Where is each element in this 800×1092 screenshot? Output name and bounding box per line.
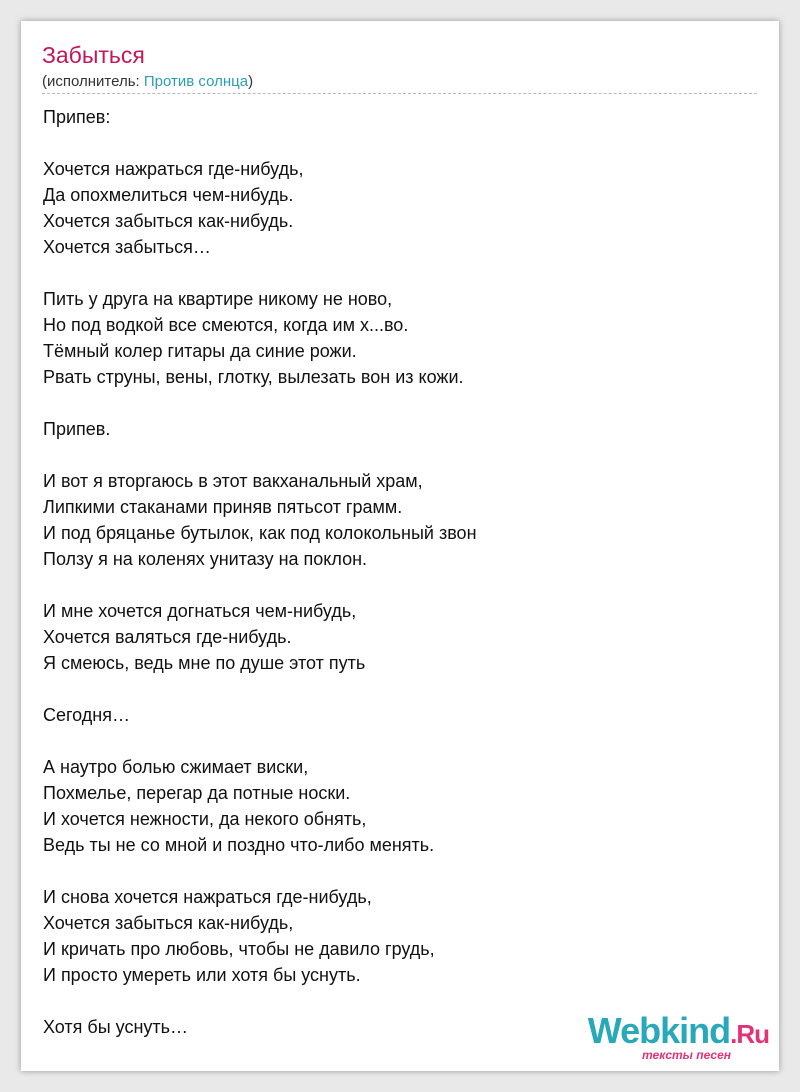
artist-link[interactable]: Против солнца — [143, 73, 249, 90]
lyrics-stanza — [43, 156, 763, 260]
lyric-line: И вот я вторгаюсь в этот вакханальный храм, — [43, 471, 423, 491]
logo-tld: .Ru — [730, 1019, 769, 1049]
site-logo[interactable] — [569, 1011, 769, 1067]
lyric-line: И под бряцанье бутылок, как под колокольный звон — [43, 523, 477, 543]
lyric-line: Сегодня… — [43, 705, 130, 725]
lyrics-stanza — [43, 416, 763, 442]
lyric-line: И мне хочется догнаться чем-нибудь, — [43, 601, 357, 621]
lyrics-stanza — [43, 754, 763, 858]
lyric-line: Хочется забыться как-нибудь, — [43, 913, 294, 933]
lyric-line: Хотя бы уснуть… — [43, 1017, 189, 1037]
lyric-line: Припев: — [43, 107, 111, 127]
lyric-line: Рвать струны, вены, глотку, вылезать вон из кожи. — [43, 367, 464, 387]
lyric-line: Хочется забыться… — [43, 237, 211, 257]
lyric-line: Ползу я на коленях унитазу на поклон. — [43, 549, 368, 569]
lyric-line: Да опохмелиться чем-нибудь. — [43, 185, 294, 205]
lyric-line: Тёмный колер гитары да синие рожи. — [43, 341, 357, 361]
song-title: Забыться — [42, 42, 145, 68]
lyrics-body — [43, 104, 763, 1066]
lyric-line: Припев. — [43, 419, 111, 439]
artist-prefix: (исполнитель: — [42, 73, 144, 90]
logo-brand: Webkind — [587, 1010, 731, 1051]
lyric-line: Ведь ты не со мной и поздно что-либо менять. — [43, 835, 435, 855]
lyric-line: Похмелье, перегар да потные носки. — [43, 783, 351, 803]
logo-tagline: тексты песен — [642, 1048, 731, 1062]
lyrics-stanza — [43, 884, 763, 988]
lyric-line: Липкими стаканами приняв пятьсот грамм. — [43, 497, 403, 517]
lyric-line: И просто умереть или хотя бы уснуть. — [43, 965, 361, 985]
lyric-line: Пить у друга на квартире никому не ново, — [43, 289, 393, 309]
lyric-line: Хочется нажраться где-нибудь, — [43, 159, 304, 179]
lyric-line: И снова хочется нажраться где-нибудь, — [43, 887, 372, 907]
artist-line — [42, 72, 253, 92]
lyric-line: И хочется нежности, да некого обнять, — [43, 809, 367, 829]
lyrics-stanza — [43, 468, 763, 572]
lyric-line: И кричать про любовь, чтобы не давило грудь, — [43, 939, 435, 959]
lyric-line: Я смеюсь, ведь мне по душе этот путь — [43, 653, 366, 673]
lyric-line: А наутро болью сжимает виски, — [43, 757, 309, 777]
lyrics-stanza — [43, 104, 763, 130]
lyrics-stanza — [43, 286, 763, 390]
artist-suffix: ) — [248, 73, 254, 90]
divider — [42, 93, 757, 94]
lyrics-stanza — [43, 598, 763, 676]
lyric-line: Хочется забыться как-нибудь. — [43, 211, 294, 231]
lyrics-page — [21, 21, 779, 1071]
lyric-line: Но под водкой все смеются, когда им х...во. — [43, 315, 409, 335]
lyric-line: Хочется валяться где-нибудь. — [43, 627, 292, 647]
lyrics-stanza — [43, 702, 763, 728]
